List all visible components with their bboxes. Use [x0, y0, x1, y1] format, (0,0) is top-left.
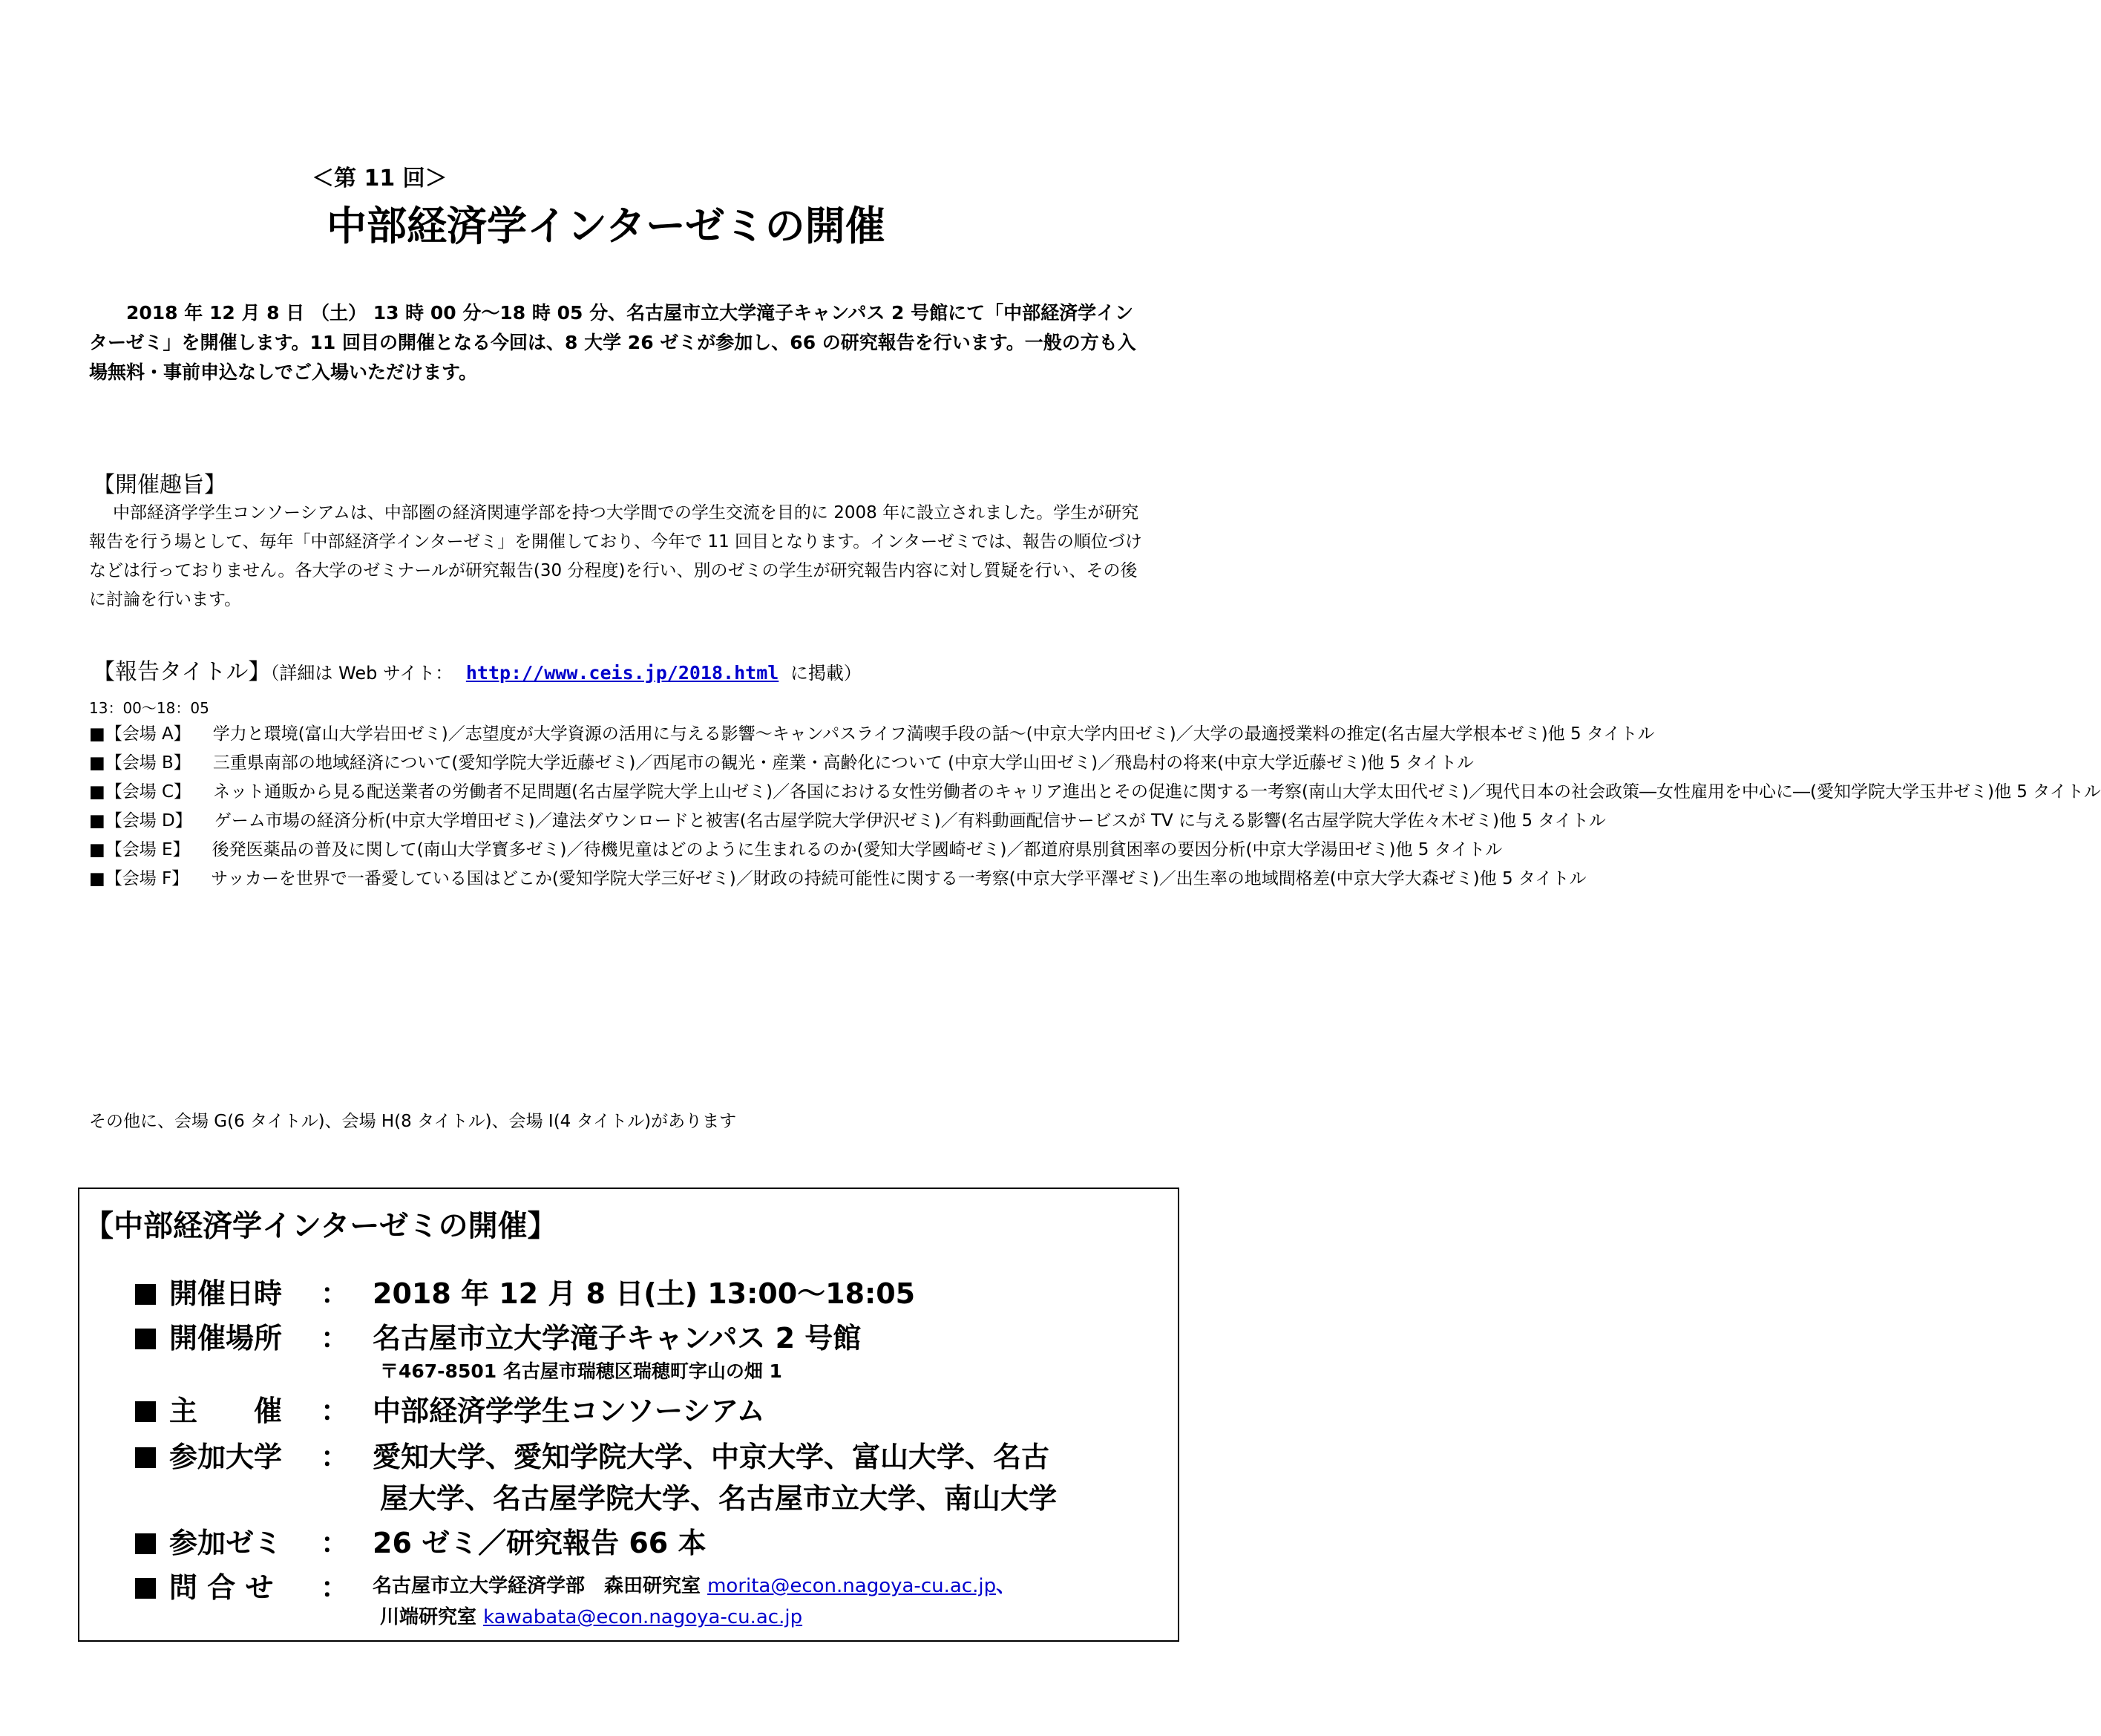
venue-item	[89, 720, 1655, 749]
venue-label: ■【会場 D】	[89, 811, 192, 831]
contact-separator: 、	[996, 1575, 1016, 1597]
page-title: 中部経済学インターゼミの開催	[327, 203, 885, 249]
venue-list	[89, 720, 2101, 894]
universities-line-1: 愛知大学、愛知学院大学、中京大学、富山大学、名古	[373, 1441, 1050, 1473]
colon: ：	[321, 1277, 350, 1310]
edition-label: ＜第 11 回＞	[312, 166, 448, 191]
universities-label: 参加大学	[169, 1441, 283, 1473]
place-row	[135, 1315, 1174, 1355]
place-label: 開催場所	[169, 1322, 283, 1355]
venue-label: ■【会場 B】	[89, 753, 191, 773]
colon: ：	[321, 1441, 350, 1473]
bullet-square-icon	[135, 1533, 156, 1554]
reports-url-link[interactable]: http://www.ceis.jp/2018.html	[465, 662, 779, 684]
venue-text: 三重県南部の地域経済について(愛知学院大学近藤ゼミ)／西尾市の観光・産業・高齢化について (中京大学山田ゼミ)／飛島村の将来(中京大学近藤ゼミ)他 5 タイトル	[212, 753, 1474, 773]
universities-line-2: 屋大学、名古屋学院大学、名古屋市立大学、南山大学	[380, 1482, 1058, 1515]
bullet-square-icon	[135, 1401, 156, 1422]
venue-text: ゲーム市場の経済分析(中京大学増田ゼミ)／違法ダウンロードと被害(名古屋学院大学伊沢ゼミ)／有料動画配信サービスが TV に与える影響(名古屋学院大学佐々木ゼミ)他 5 タイトル	[214, 811, 1606, 831]
bullet-square-icon	[135, 1284, 156, 1305]
place-value: 名古屋市立大学滝子キャンパス 2 号館	[373, 1322, 862, 1355]
date-label: 開催日時	[169, 1277, 283, 1310]
address: 〒467-8501 名古屋市瑞穂区瑞穂町字山の畑 1	[380, 1360, 782, 1382]
bullet-square-icon	[135, 1329, 156, 1349]
colon: ：	[321, 1527, 350, 1559]
contact-email-morita-link[interactable]: morita@econ.nagoya-cu.ac.jp	[707, 1575, 997, 1597]
colon: ：	[321, 1395, 350, 1427]
venue-label: ■【会場 F】	[89, 869, 189, 888]
venue-text: サッカーを世界で一番愛している国はどこか(愛知学院大学三好ゼミ)／財政の持続可能性に関する一考察(中京大学平澤ゼミ)／出生率の地域間格差(中京大学大森ゼミ)他 5 タイトル	[211, 869, 1587, 888]
reports-heading-line	[93, 653, 862, 686]
zemi-value: 26 ゼミ／研究報告 66 本	[373, 1527, 707, 1559]
contact-row	[135, 1565, 1174, 1602]
purpose-body: 中部経済学学生コンソーシアムは、中部圏の経済関連学部を持つ大学間での学生交流を目的に 2008 年に設立されました。学生が研究報告を行う場として、毎年「中部経済学インターゼミ」を開催しており、今年で 11 回目となります。インターゼミでは、報告の順位づけなどは行っておりません。各大学のゼミナールが研究報告(30 分程度)を行い、別のゼミの学生が研究報告内容に対し質疑を行い、その後に討論を行います。	[89, 503, 1142, 609]
universities-row	[135, 1434, 1174, 1516]
other-venues: その他に、会場 G(6 タイトル)、会場 H(8 タイトル)、会場 I(4 タイトル)があります	[89, 1112, 737, 1131]
purpose-heading: 【開催趣旨】	[93, 472, 226, 498]
reports-heading: 【報告タイトル】	[93, 659, 271, 685]
contact-email-kawabata-link[interactable]: kawabata@econ.nagoya-cu.ac.jp	[483, 1606, 803, 1628]
venue-label: ■【会場 E】	[89, 840, 190, 859]
contact-label: 問 合 せ	[169, 1571, 274, 1604]
host-row	[135, 1388, 1174, 1425]
venue-item	[89, 749, 1474, 778]
reports-detail-prefix: （詳細は Web サイト：	[270, 663, 453, 684]
venue-text: 後発医薬品の普及に関して(南山大学寳多ゼミ)／待機児童はどのように生まれるのか(愛知大学國崎ゼミ)／都道府県別貧困率の要因分析(中京大学湯田ゼミ)他 5 タイトル	[212, 840, 1503, 859]
venue-item	[89, 778, 2101, 807]
venue-label: ■【会場 A】	[89, 724, 191, 744]
venue-item	[89, 865, 1587, 894]
summary-box	[78, 1188, 1179, 1642]
venue-item	[89, 836, 1503, 865]
date-row	[135, 1271, 1174, 1308]
zemi-row	[135, 1520, 1174, 1557]
zemi-label: 参加ゼミ	[169, 1527, 283, 1559]
venue-item	[89, 807, 1606, 836]
box-title: 【中部経済学インターゼミの開催】	[84, 1209, 557, 1243]
colon: ：	[321, 1322, 350, 1355]
host-label: 主 催	[169, 1395, 283, 1427]
venue-label: ■【会場 C】	[89, 782, 191, 802]
date-value: 2018 年 12 月 8 日(土) 13:00～18:05	[373, 1277, 916, 1310]
venue-text: 学力と環境(富山大学岩田ゼミ)／志望度が大学資源の活用に与える影響～キャンパスライフ満喫手段の話～(中京大学内田ゼミ)／大学の最適授業料の推定(名古屋大学根本ゼミ)他 5 タイトル	[212, 724, 1655, 744]
colon: ：	[321, 1571, 350, 1604]
contact-org: 名古屋市立大学経済学部 森田研究室	[373, 1575, 701, 1597]
reports-detail-suffix: に掲載）	[790, 663, 862, 684]
contact-lab-2: 川端研究室	[380, 1606, 477, 1628]
host-value: 中部経済学学生コンソーシアム	[373, 1395, 765, 1427]
venue-text: ネット通販から見る配送業者の労働者不足問題(名古屋学院大学上山ゼミ)／各国における女性労働者のキャリア進出とその促進に関する一考察(南山大学太田代ゼミ)／現代日本の社会政策―女性雇用を中心に―(愛知学院大学玉井ゼミ)他 5 タイトル	[213, 782, 2101, 802]
bullet-square-icon	[135, 1578, 156, 1599]
reports-time: 13：00～18：05	[89, 699, 209, 717]
intro-paragraph: 2018 年 12 月 8 日 （土） 13 時 00 分～18 時 05 分、名古屋市立大学滝子キャンパス 2 号館にて「中部経済学インターゼミ」を開催します。11 回目の開催となる今回は、8 大学 26 ゼミが参加し、66 の研究報告を行います。一般の方も入場無料・事前申込なしでご入場いただけます。	[89, 302, 1136, 383]
bullet-square-icon	[135, 1447, 156, 1468]
